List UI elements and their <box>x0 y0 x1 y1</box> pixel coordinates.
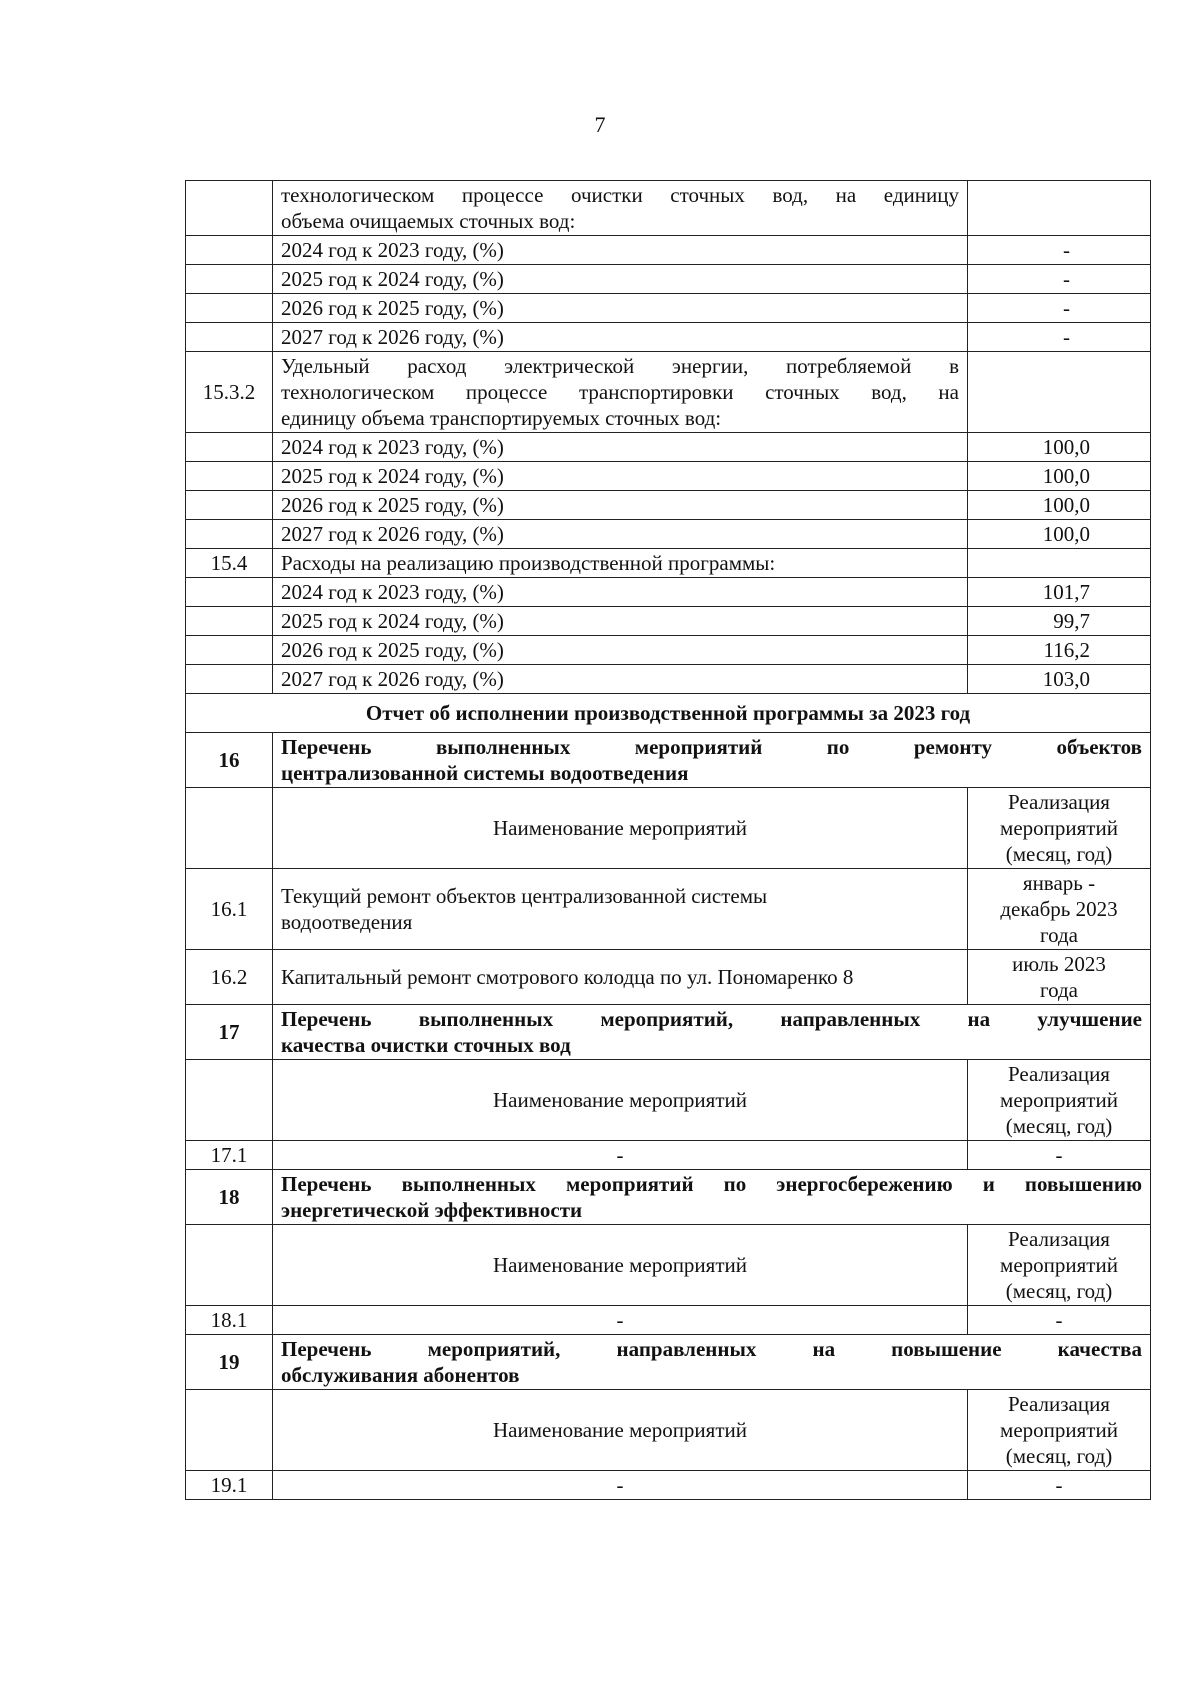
table-row <box>186 491 1151 520</box>
year-label: 2025 год к 2024 году, (%) <box>273 265 968 294</box>
column-header-implementation: Реализация мероприятий (месяц, год) <box>968 788 1151 869</box>
section-number: 19 <box>186 1335 273 1390</box>
table-row <box>186 950 1151 1005</box>
report-title: Отчет об исполнении производственной программы за 2023 год <box>186 694 1151 733</box>
table-row <box>186 181 1151 236</box>
year-value: - <box>968 236 1151 265</box>
year-value: 99,7 <box>968 607 1151 636</box>
table-row <box>186 520 1151 549</box>
year-label: 2026 год к 2025 году, (%) <box>273 491 968 520</box>
year-label: 2024 год к 2023 году, (%) <box>273 236 968 265</box>
table-row <box>186 462 1151 491</box>
section-header-row <box>186 1335 1151 1390</box>
column-header-implementation: Реализация мероприятий (месяц, год) <box>968 1390 1151 1471</box>
year-value: - <box>968 265 1151 294</box>
table-row <box>186 433 1151 462</box>
section-number: 16 <box>186 733 273 788</box>
row-number-cell: 19.1 <box>186 1471 273 1500</box>
row-text-cell: - <box>273 1141 968 1170</box>
section-number: 17 <box>186 1005 273 1060</box>
table-row <box>186 236 1151 265</box>
row-text-cell: Расходы на реализацию производственной программы: <box>273 549 968 578</box>
row-text-cell: Текущий ремонт объектов централизованной системы водоотведения <box>273 869 968 950</box>
row-number-cell: 15.3.2 <box>186 352 273 433</box>
table-row <box>186 869 1151 950</box>
table-row <box>186 636 1151 665</box>
year-label: 2024 год к 2023 году, (%) <box>273 578 968 607</box>
year-label: 2026 год к 2025 году, (%) <box>273 636 968 665</box>
section-title: Перечень выполненных мероприятий, направленных на улучшение качества очистки сточных вод <box>273 1005 1151 1060</box>
table-row <box>186 1141 1151 1170</box>
year-label: 2026 год к 2025 году, (%) <box>273 294 968 323</box>
row-number-cell: 15.4 <box>186 549 273 578</box>
row-number-cell: 18.1 <box>186 1306 273 1335</box>
year-value: - <box>968 294 1151 323</box>
year-label: 2025 год к 2024 году, (%) <box>273 607 968 636</box>
year-value: 100,0 <box>968 491 1151 520</box>
page-number: 7 <box>594 112 606 137</box>
table-row <box>186 323 1151 352</box>
table-row <box>186 694 1151 733</box>
section-title: Перечень выполненных мероприятий по ремонту объектов централизованной системы водоотведения <box>273 733 1151 788</box>
table-row <box>186 265 1151 294</box>
table-row <box>186 352 1151 433</box>
column-header-row <box>186 1390 1151 1471</box>
year-value: 116,2 <box>968 636 1151 665</box>
year-label: 2027 год к 2026 году, (%) <box>273 520 968 549</box>
section-title: Перечень выполненных мероприятий по энергосбережению и повышению энергетической эффективности <box>273 1170 1151 1225</box>
row-number-cell: 16.2 <box>186 950 273 1005</box>
table-row <box>186 1471 1151 1500</box>
row-text-cell: - <box>273 1306 968 1335</box>
table-row <box>186 665 1151 694</box>
year-label: 2027 год к 2026 году, (%) <box>273 323 968 352</box>
column-header-implementation: Реализация мероприятий (месяц, год) <box>968 1225 1151 1306</box>
year-value: 100,0 <box>968 520 1151 549</box>
column-header-name: Наименование мероприятий <box>273 1060 968 1141</box>
row-text-cell: технологическом процессе очистки сточных вод, на единицу объема очищаемых сточных вод: <box>273 181 968 236</box>
table-row <box>186 1306 1151 1335</box>
column-header-implementation: Реализация мероприятий (месяц, год) <box>968 1060 1151 1141</box>
table-row <box>186 549 1151 578</box>
year-label: 2024 год к 2023 году, (%) <box>273 433 968 462</box>
row-date-cell: - <box>968 1141 1151 1170</box>
row-text-cell: Капитальный ремонт смотрового колодца по ул. Пономаренко 8 <box>273 950 968 1005</box>
row-value-cell <box>968 181 1151 236</box>
table-row <box>186 607 1151 636</box>
column-header-row <box>186 1225 1151 1306</box>
row-date-cell: январь - декабрь 2023 года <box>968 869 1151 950</box>
section-header-row <box>186 733 1151 788</box>
row-text-cell: - <box>273 1471 968 1500</box>
year-value: 101,7 <box>968 578 1151 607</box>
table-row <box>186 294 1151 323</box>
year-value: 103,0 <box>968 665 1151 694</box>
row-number-cell: 16.1 <box>186 869 273 950</box>
row-number-cell <box>186 181 273 236</box>
year-value: 100,0 <box>968 462 1151 491</box>
program-table <box>185 180 1151 1500</box>
column-header-name: Наименование мероприятий <box>273 1225 968 1306</box>
row-date-cell: - <box>968 1471 1151 1500</box>
row-text-cell: Удельный расход электрической энергии, потребляемой в технологическом процессе транспортировки сточных вод, на единицу объема транспортируемых сточных вод: <box>273 352 968 433</box>
column-header-row <box>186 788 1151 869</box>
section-header-row <box>186 1170 1151 1225</box>
year-value: - <box>968 323 1151 352</box>
row-date-cell: июль 2023 года <box>968 950 1151 1005</box>
column-header-name: Наименование мероприятий <box>273 788 968 869</box>
section-header-row <box>186 1005 1151 1060</box>
year-label: 2027 год к 2026 году, (%) <box>273 665 968 694</box>
year-label: 2025 год к 2024 году, (%) <box>273 462 968 491</box>
section-title: Перечень мероприятий, направленных на повышение качества обслуживания абонентов <box>273 1335 1151 1390</box>
section-number: 18 <box>186 1170 273 1225</box>
column-header-name: Наименование мероприятий <box>273 1390 968 1471</box>
column-header-row <box>186 1060 1151 1141</box>
row-number-cell: 17.1 <box>186 1141 273 1170</box>
year-value: 100,0 <box>968 433 1151 462</box>
row-date-cell: - <box>968 1306 1151 1335</box>
table-row <box>186 578 1151 607</box>
